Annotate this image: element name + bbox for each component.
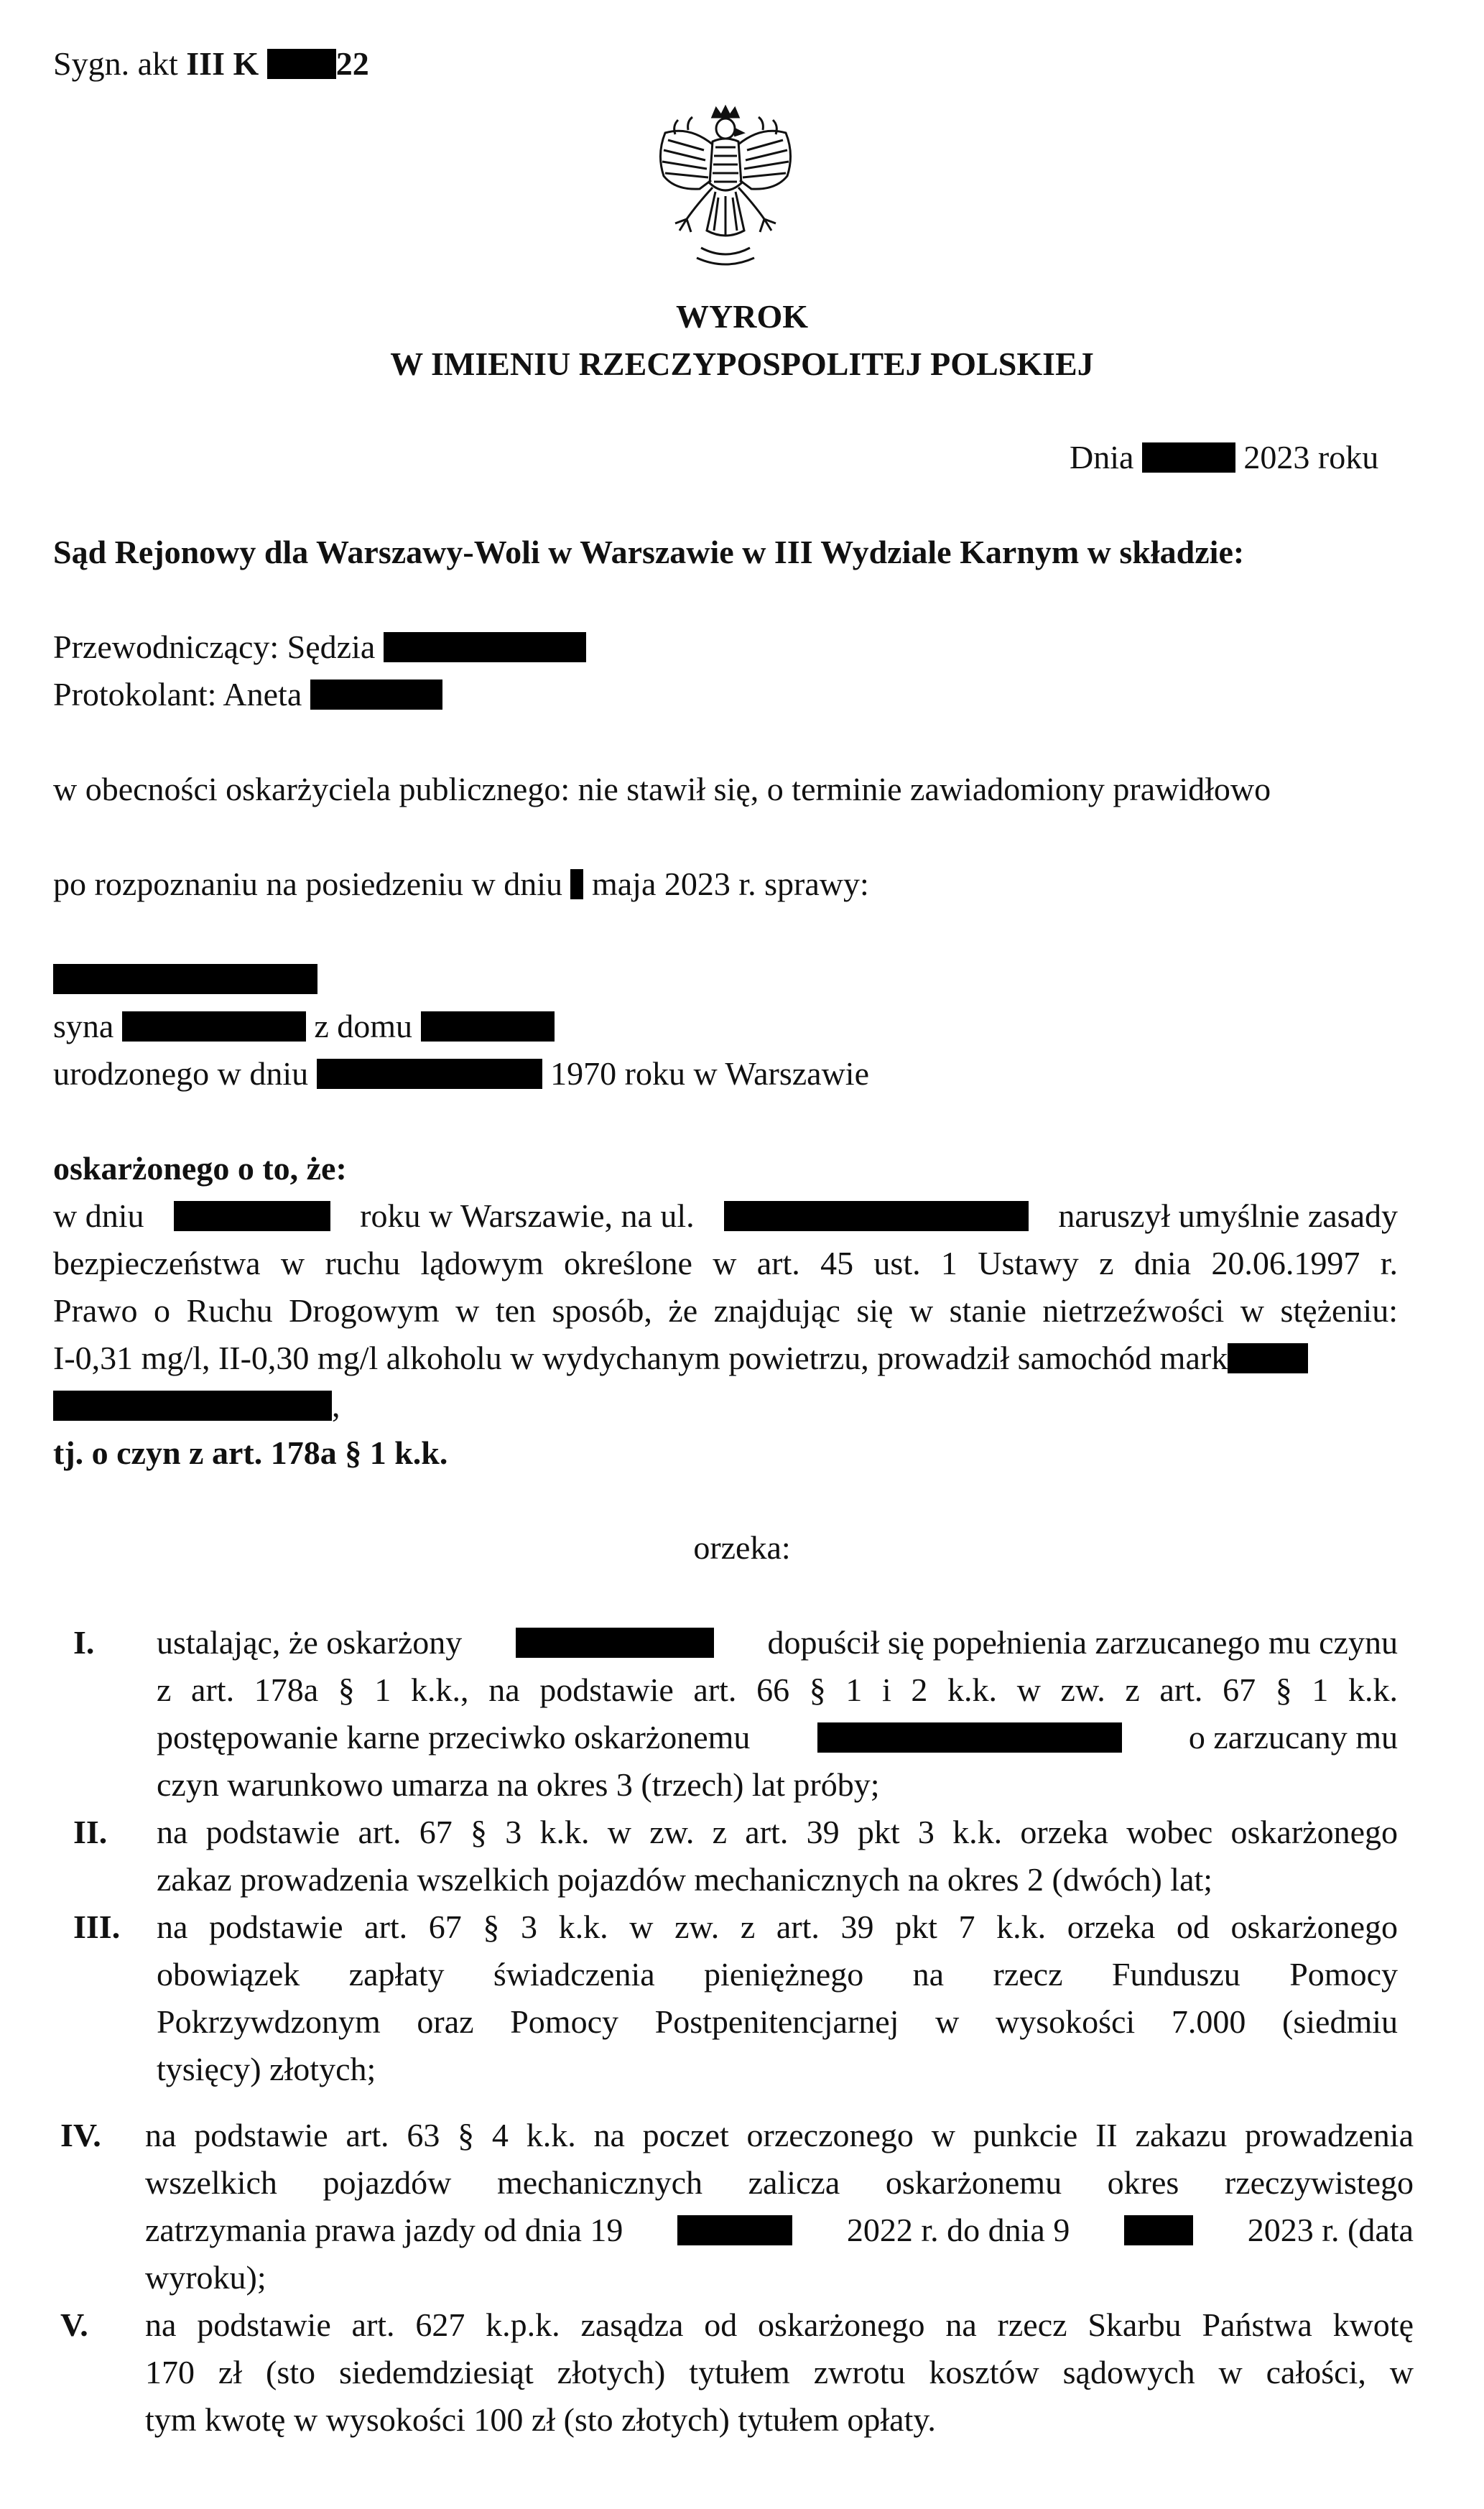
- redaction-box: [516, 1628, 714, 1658]
- charge-line-2: bezpieczeństwa w ruchu lądowym określone w art. 45 ust. 1 Ustawy z dnia 20.06.1997 r.: [53, 1245, 1398, 1281]
- point-number: V.: [60, 2306, 88, 2343]
- charge-heading: oskarżonego o to, że:: [53, 1150, 347, 1187]
- charge-line-4: [53, 1335, 1308, 1382]
- point-1-line-1: [157, 1619, 1398, 1666]
- point-4-line-2: wszelkich pojazdów mechanicznych zalicza oskarżonemu okres rzeczywistego: [145, 2164, 1414, 2201]
- redaction-box: [384, 632, 586, 662]
- point-1-line-4: czyn warunkowo umarza na okres 3 (trzech) lat próby;: [157, 1766, 880, 1803]
- judgment-title: WYROK: [676, 298, 808, 335]
- point-number: I.: [73, 1624, 95, 1661]
- redaction-box: [1142, 442, 1235, 473]
- court-name: Sąd Rejonowy dla Warszawy-Woli w Warszawie w III Wydziale Karnym w składzie:: [53, 534, 1245, 570]
- ruling-heading: orzeka:: [693, 1529, 791, 1566]
- redaction-box: [122, 1011, 306, 1042]
- chair-line: [53, 623, 586, 671]
- redaction-box: [53, 1391, 332, 1421]
- charge-line-5: [53, 1382, 340, 1429]
- prosecutor-presence: w obecności oskarżyciela publicznego: nie stawił się, o terminie zawiadomiony prawidłowo: [53, 771, 1271, 807]
- redaction-box: [724, 1201, 1029, 1231]
- charge-line-4-text: I-0,31 mg/l, II-0,30 mg/l alkoholu w wydychanym powietrzu, prowadził samochód mark: [53, 1340, 1228, 1376]
- charge-line-1: [53, 1192, 1398, 1240]
- redaction-box: [1228, 1343, 1308, 1373]
- point-text: 2023 r. (data: [1247, 2212, 1414, 2248]
- redaction-box: [570, 869, 583, 899]
- nee-label: z domu: [314, 1008, 413, 1044]
- case-reference-bold: III K: [186, 45, 259, 82]
- redaction-box: [53, 964, 317, 994]
- point-text: o zarzucany mu: [1188, 1719, 1398, 1756]
- charge-line-3: Prawo o Ruchu Drogowym w ten sposób, że znajdując się w stanie nietrzeźwości w stężeniu:: [53, 1292, 1398, 1329]
- point-4-line-3: [145, 2207, 1414, 2254]
- point-5-line-1: na podstawie art. 627 k.p.k. zasądza od oskarżonego na rzecz Skarbu Państwa kwotę: [145, 2306, 1414, 2343]
- charge-legal-basis: tj. o czyn z art. 178a § 1 k.k.: [53, 1434, 448, 1471]
- clerk-line: [53, 671, 442, 718]
- point-text: dopuścił się popełnienia zarzucanego mu czynu: [767, 1624, 1398, 1661]
- judgment-date: [1070, 434, 1378, 481]
- charge-date-label: w dniu: [53, 1197, 144, 1234]
- point-text: ustalając, że oskarżony: [157, 1624, 463, 1661]
- polish-eagle-emblem: [646, 104, 804, 277]
- point-4-line-1: na podstawie art. 63 § 4 k.k. na poczet orzeczonego w punkcie II zakazu prowadzenia: [145, 2117, 1414, 2153]
- point-1-line-2: z art. 178a § 1 k.k., na podstawie art. 66 § 1 i 2 k.k. w zw. z art. 67 § 1 k.k.: [157, 1671, 1398, 1708]
- date-prefix: Dnia: [1070, 439, 1134, 476]
- accused-parents: [53, 1003, 555, 1050]
- case-reference-prefix: Sygn. akt: [53, 45, 187, 82]
- case-reference: [53, 40, 369, 88]
- point-5-line-2: 170 zł (sto siedemdziesiąt złotych) tytułem zwrotu kosztów sądowych w całości, w: [145, 2354, 1414, 2390]
- accused-name: [53, 955, 317, 1003]
- point-text: postępowanie karne przeciwko oskarżonemu: [157, 1719, 751, 1756]
- born-suffix: 1970 roku w Warszawie: [550, 1055, 869, 1092]
- date-suffix: 2023 roku: [1243, 439, 1379, 476]
- point-text: zatrzymania prawa jazdy od dnia 19: [145, 2212, 623, 2248]
- born-prefix: urodzonego w dniu: [53, 1055, 309, 1092]
- hearing-prefix: po rozpoznaniu na posiedzeniu w dniu: [53, 866, 562, 902]
- charge-line-5-text: ,: [332, 1387, 340, 1424]
- point-2-line-1: na podstawie art. 67 § 3 k.k. w zw. z art. 39 pkt 3 k.k. orzeka wobec oskarżonego: [157, 1814, 1398, 1850]
- hearing-suffix: maja 2023 r. sprawy:: [591, 866, 869, 902]
- point-3-line-3: Pokrzywdzonym oraz Pomocy Postpenitencjarnej w wysokości 7.000 (siedmiu: [157, 2003, 1398, 2040]
- point-4-line-4: wyroku);: [145, 2259, 266, 2296]
- redaction-box: [310, 680, 442, 710]
- point-3-line-2: obowiązek zapłaty świadczenia pieniężnego na rzecz Funduszu Pomocy: [157, 1956, 1398, 1993]
- point-3-line-1: na podstawie art. 67 § 3 k.k. w zw. z art. 39 pkt 7 k.k. orzeka od oskarżonego: [157, 1909, 1398, 1945]
- redaction-box: [174, 1201, 330, 1231]
- point-number: IV.: [60, 2117, 101, 2153]
- redaction-box: [817, 1722, 1122, 1753]
- point-5-line-3: tym kwotę w wysokości 100 zł (sto złotych) tytułem opłaty.: [145, 2401, 936, 2438]
- accused-birth: [53, 1050, 869, 1098]
- judgment-subtitle: W IMIENIU RZECZYPOSPOLITEJ POLSKIEJ: [390, 345, 1094, 382]
- charge-place-label: roku w Warszawie, na ul.: [360, 1197, 695, 1234]
- redaction-box: [1124, 2215, 1193, 2245]
- charge-violation-label: naruszył umyślnie zasady: [1058, 1197, 1398, 1234]
- point-2-line-2: zakaz prowadzenia wszelkich pojazdów mechanicznych na okres 2 (dwóch) lat;: [157, 1861, 1213, 1898]
- point-number: II.: [73, 1814, 108, 1850]
- point-3-line-4: tysięcy) złotych;: [157, 2051, 376, 2087]
- case-reference-suffix: 22: [335, 45, 369, 82]
- hearing-line: [53, 861, 869, 908]
- redaction-box: [267, 49, 336, 79]
- redaction-box: [421, 1011, 555, 1042]
- clerk-label: Protokolant: Aneta: [53, 676, 302, 713]
- redaction-box: [677, 2215, 792, 2245]
- chair-label: Przewodniczący: Sędzia: [53, 629, 376, 665]
- point-1-line-3: [157, 1714, 1398, 1761]
- point-text: 2022 r. do dnia 9: [846, 2212, 1070, 2248]
- redaction-box: [317, 1059, 542, 1089]
- son-of-label: syna: [53, 1008, 114, 1044]
- point-number: III.: [73, 1909, 121, 1945]
